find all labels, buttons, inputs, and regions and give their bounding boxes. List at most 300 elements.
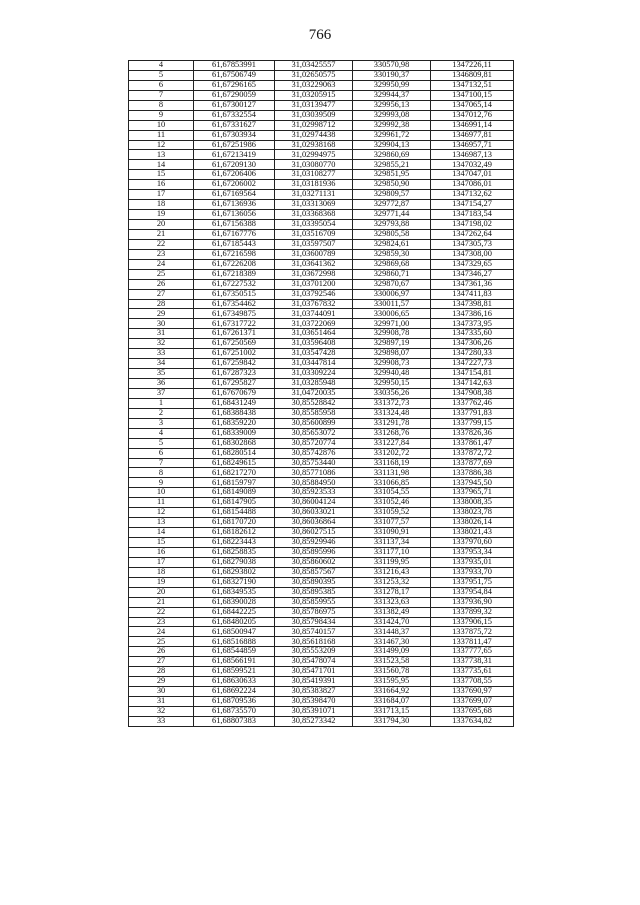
table-row xyxy=(129,309,514,319)
point-number-cell: 30 xyxy=(129,687,194,697)
latitude-cell: 61,67670679 xyxy=(194,388,275,398)
x-coordinate-cell: 329805,58 xyxy=(353,229,431,239)
x-coordinate-cell: 329860,71 xyxy=(353,269,431,279)
x-coordinate-cell: 331372,73 xyxy=(353,398,431,408)
longitude-cell: 30,86004124 xyxy=(275,498,353,508)
point-number-cell: 20 xyxy=(129,587,194,597)
point-number-cell: 5 xyxy=(129,438,194,448)
y-coordinate-cell: 1346977,81 xyxy=(431,130,514,140)
longitude-cell: 30,86033021 xyxy=(275,508,353,518)
latitude-cell: 61,68223443 xyxy=(194,538,275,548)
latitude-cell: 61,68709536 xyxy=(194,697,275,707)
point-number-cell: 31 xyxy=(129,329,194,339)
x-coordinate-cell: 329851,95 xyxy=(353,170,431,180)
longitude-cell: 31,04720035 xyxy=(275,388,353,398)
longitude-cell: 31,03600789 xyxy=(275,249,353,259)
x-coordinate-cell: 329898,07 xyxy=(353,349,431,359)
x-coordinate-cell: 331168,19 xyxy=(353,458,431,468)
longitude-cell: 31,03205915 xyxy=(275,90,353,100)
longitude-cell: 31,03313069 xyxy=(275,200,353,210)
point-number-cell: 15 xyxy=(129,538,194,548)
table-row xyxy=(129,160,514,170)
longitude-cell: 30,85553209 xyxy=(275,647,353,657)
point-number-cell: 2 xyxy=(129,408,194,418)
x-coordinate-cell: 329908,73 xyxy=(353,359,431,369)
latitude-cell: 61,67300127 xyxy=(194,100,275,110)
point-number-cell: 12 xyxy=(129,508,194,518)
table-row xyxy=(129,508,514,518)
longitude-cell: 31,03651464 xyxy=(275,329,353,339)
y-coordinate-cell: 1347183,54 xyxy=(431,210,514,220)
latitude-cell: 61,67185443 xyxy=(194,239,275,249)
y-coordinate-cell: 1346957,71 xyxy=(431,140,514,150)
y-coordinate-cell: 1337777,65 xyxy=(431,647,514,657)
latitude-cell: 61,68735570 xyxy=(194,706,275,716)
point-number-cell: 29 xyxy=(129,677,194,687)
point-number-cell: 9 xyxy=(129,478,194,488)
y-coordinate-cell: 1337690,97 xyxy=(431,687,514,697)
point-number-cell: 1 xyxy=(129,398,194,408)
table-row xyxy=(129,100,514,110)
point-number-cell: 6 xyxy=(129,80,194,90)
table-row xyxy=(129,349,514,359)
table-row xyxy=(129,468,514,478)
latitude-cell: 61,67206406 xyxy=(194,170,275,180)
y-coordinate-cell: 1347086,01 xyxy=(431,180,514,190)
point-number-cell: 9 xyxy=(129,110,194,120)
longitude-cell: 30,85895385 xyxy=(275,587,353,597)
latitude-cell: 61,68279038 xyxy=(194,557,275,567)
longitude-cell: 30,85740157 xyxy=(275,627,353,637)
latitude-cell: 61,68807383 xyxy=(194,716,275,726)
latitude-cell: 61,68147905 xyxy=(194,498,275,508)
x-coordinate-cell: 329904,13 xyxy=(353,140,431,150)
x-coordinate-cell: 329897,19 xyxy=(353,339,431,349)
y-coordinate-cell: 1337954,84 xyxy=(431,587,514,597)
latitude-cell: 61,68599521 xyxy=(194,667,275,677)
y-coordinate-cell: 1347398,81 xyxy=(431,299,514,309)
latitude-cell: 61,67156388 xyxy=(194,220,275,230)
point-number-cell: 31 xyxy=(129,697,194,707)
point-number-cell: 27 xyxy=(129,289,194,299)
longitude-cell: 30,86036864 xyxy=(275,518,353,528)
point-number-cell: 17 xyxy=(129,190,194,200)
point-number-cell: 32 xyxy=(129,339,194,349)
point-number-cell: 24 xyxy=(129,259,194,269)
y-coordinate-cell: 1337965,71 xyxy=(431,488,514,498)
x-coordinate-cell: 329956,13 xyxy=(353,100,431,110)
y-coordinate-cell: 1347047,01 xyxy=(431,170,514,180)
table-row xyxy=(129,478,514,488)
y-coordinate-cell: 1347132,51 xyxy=(431,80,514,90)
table-row xyxy=(129,359,514,369)
longitude-cell: 30,86027515 xyxy=(275,528,353,538)
table-row xyxy=(129,587,514,597)
table-row xyxy=(129,289,514,299)
coordinates-table-body xyxy=(129,61,514,727)
x-coordinate-cell: 330190,37 xyxy=(353,70,431,80)
table-row xyxy=(129,687,514,697)
latitude-cell: 61,67290059 xyxy=(194,90,275,100)
table-row xyxy=(129,458,514,468)
longitude-cell: 31,03425557 xyxy=(275,61,353,71)
point-number-cell: 20 xyxy=(129,220,194,230)
point-number-cell: 21 xyxy=(129,597,194,607)
x-coordinate-cell: 331177,10 xyxy=(353,547,431,557)
y-coordinate-cell: 1347329,65 xyxy=(431,259,514,269)
y-coordinate-cell: 1347032,49 xyxy=(431,160,514,170)
y-coordinate-cell: 1337708,55 xyxy=(431,677,514,687)
latitude-cell: 61,68159797 xyxy=(194,478,275,488)
table-row xyxy=(129,677,514,687)
x-coordinate-cell: 330570,98 xyxy=(353,61,431,71)
latitude-cell: 61,68349535 xyxy=(194,587,275,597)
table-row xyxy=(129,259,514,269)
table-row xyxy=(129,428,514,438)
table-row xyxy=(129,170,514,180)
point-number-cell: 11 xyxy=(129,130,194,140)
latitude-cell: 61,67213419 xyxy=(194,150,275,160)
point-number-cell: 5 xyxy=(129,70,194,80)
table-row xyxy=(129,547,514,557)
y-coordinate-cell: 1337735,61 xyxy=(431,667,514,677)
table-row xyxy=(129,329,514,339)
y-coordinate-cell: 1338021,43 xyxy=(431,528,514,538)
table-row xyxy=(129,140,514,150)
y-coordinate-cell: 1347132,62 xyxy=(431,190,514,200)
table-row xyxy=(129,607,514,617)
point-number-cell: 25 xyxy=(129,269,194,279)
table-row xyxy=(129,488,514,498)
table-row xyxy=(129,80,514,90)
y-coordinate-cell: 1337886,38 xyxy=(431,468,514,478)
table-row xyxy=(129,110,514,120)
point-number-cell: 26 xyxy=(129,647,194,657)
x-coordinate-cell: 331291,78 xyxy=(353,418,431,428)
table-row xyxy=(129,369,514,379)
x-coordinate-cell: 331499,09 xyxy=(353,647,431,657)
y-coordinate-cell: 1347280,33 xyxy=(431,349,514,359)
longitude-cell: 31,03039509 xyxy=(275,110,353,120)
x-coordinate-cell: 331059,52 xyxy=(353,508,431,518)
point-number-cell: 18 xyxy=(129,200,194,210)
table-row xyxy=(129,706,514,716)
point-number-cell: 12 xyxy=(129,140,194,150)
table-row xyxy=(129,538,514,548)
x-coordinate-cell: 331278,17 xyxy=(353,587,431,597)
point-number-cell: 11 xyxy=(129,498,194,508)
x-coordinate-cell: 329860,69 xyxy=(353,150,431,160)
y-coordinate-cell: 1347154,27 xyxy=(431,200,514,210)
table-row xyxy=(129,90,514,100)
x-coordinate-cell: 329771,44 xyxy=(353,210,431,220)
point-number-cell: 6 xyxy=(129,448,194,458)
y-coordinate-cell: 1347154,81 xyxy=(431,369,514,379)
x-coordinate-cell: 331560,78 xyxy=(353,667,431,677)
latitude-cell: 61,68359220 xyxy=(194,418,275,428)
y-coordinate-cell: 1337935,01 xyxy=(431,557,514,567)
x-coordinate-cell: 329870,67 xyxy=(353,279,431,289)
longitude-cell: 31,03447814 xyxy=(275,359,353,369)
longitude-cell: 31,03309224 xyxy=(275,369,353,379)
x-coordinate-cell: 329809,57 xyxy=(353,190,431,200)
point-number-cell: 32 xyxy=(129,706,194,716)
latitude-cell: 61,67317722 xyxy=(194,319,275,329)
y-coordinate-cell: 1337877,69 xyxy=(431,458,514,468)
table-row xyxy=(129,647,514,657)
latitude-cell: 61,68217270 xyxy=(194,468,275,478)
y-coordinate-cell: 1338026,14 xyxy=(431,518,514,528)
point-number-cell: 18 xyxy=(129,567,194,577)
longitude-cell: 31,03547428 xyxy=(275,349,353,359)
point-number-cell: 30 xyxy=(129,319,194,329)
x-coordinate-cell: 331131,98 xyxy=(353,468,431,478)
y-coordinate-cell: 1337951,75 xyxy=(431,577,514,587)
table-row xyxy=(129,557,514,567)
point-number-cell: 4 xyxy=(129,428,194,438)
y-coordinate-cell: 1337906,15 xyxy=(431,617,514,627)
table-row xyxy=(129,339,514,349)
longitude-cell: 31,03597507 xyxy=(275,239,353,249)
latitude-cell: 61,68630633 xyxy=(194,677,275,687)
latitude-cell: 61,68544859 xyxy=(194,647,275,657)
point-number-cell: 25 xyxy=(129,637,194,647)
y-coordinate-cell: 1337933,70 xyxy=(431,567,514,577)
point-number-cell: 26 xyxy=(129,279,194,289)
longitude-cell: 31,03744091 xyxy=(275,309,353,319)
longitude-cell: 31,03080770 xyxy=(275,160,353,170)
longitude-cell: 31,02994975 xyxy=(275,150,353,160)
y-coordinate-cell: 1337699,07 xyxy=(431,697,514,707)
x-coordinate-cell: 329850,90 xyxy=(353,180,431,190)
x-coordinate-cell: 331268,76 xyxy=(353,428,431,438)
latitude-cell: 61,67287323 xyxy=(194,369,275,379)
longitude-cell: 30,85860602 xyxy=(275,557,353,567)
x-coordinate-cell: 329944,37 xyxy=(353,90,431,100)
table-row xyxy=(129,498,514,508)
longitude-cell: 30,85742876 xyxy=(275,448,353,458)
latitude-cell: 61,68339009 xyxy=(194,428,275,438)
point-number-cell: 16 xyxy=(129,180,194,190)
point-number-cell: 36 xyxy=(129,379,194,389)
y-coordinate-cell: 1347012,76 xyxy=(431,110,514,120)
latitude-cell: 61,67349875 xyxy=(194,309,275,319)
table-row xyxy=(129,229,514,239)
table-row xyxy=(129,408,514,418)
point-number-cell: 10 xyxy=(129,120,194,130)
y-coordinate-cell: 1337861,47 xyxy=(431,438,514,448)
x-coordinate-cell: 331448,37 xyxy=(353,627,431,637)
latitude-cell: 61,67169564 xyxy=(194,190,275,200)
table-row xyxy=(129,597,514,607)
latitude-cell: 61,68480205 xyxy=(194,617,275,627)
y-coordinate-cell: 1346809,81 xyxy=(431,70,514,80)
latitude-cell: 61,67136056 xyxy=(194,210,275,220)
point-number-cell: 7 xyxy=(129,90,194,100)
latitude-cell: 61,67167776 xyxy=(194,229,275,239)
table-row xyxy=(129,528,514,538)
longitude-cell: 30,85471701 xyxy=(275,667,353,677)
latitude-cell: 61,67261371 xyxy=(194,329,275,339)
latitude-cell: 61,67216598 xyxy=(194,249,275,259)
x-coordinate-cell: 331137,34 xyxy=(353,538,431,548)
latitude-cell: 61,67259842 xyxy=(194,359,275,369)
y-coordinate-cell: 1337872,72 xyxy=(431,448,514,458)
table-row xyxy=(129,667,514,677)
y-coordinate-cell: 1347361,36 xyxy=(431,279,514,289)
y-coordinate-cell: 1347142,63 xyxy=(431,379,514,389)
longitude-cell: 30,85273342 xyxy=(275,716,353,726)
y-coordinate-cell: 1337936,90 xyxy=(431,597,514,607)
x-coordinate-cell: 331253,32 xyxy=(353,577,431,587)
latitude-cell: 61,68182612 xyxy=(194,528,275,538)
longitude-cell: 30,85528842 xyxy=(275,398,353,408)
longitude-cell: 31,03139477 xyxy=(275,100,353,110)
latitude-cell: 61,67332554 xyxy=(194,110,275,120)
x-coordinate-cell: 329869,68 xyxy=(353,259,431,269)
longitude-cell: 30,85771086 xyxy=(275,468,353,478)
x-coordinate-cell: 330006,65 xyxy=(353,309,431,319)
x-coordinate-cell: 331324,48 xyxy=(353,408,431,418)
longitude-cell: 30,85391071 xyxy=(275,706,353,716)
latitude-cell: 61,67251002 xyxy=(194,349,275,359)
x-coordinate-cell: 331227,84 xyxy=(353,438,431,448)
y-coordinate-cell: 1347335,60 xyxy=(431,329,514,339)
y-coordinate-cell: 1347411,83 xyxy=(431,289,514,299)
longitude-cell: 31,02998712 xyxy=(275,120,353,130)
table-row xyxy=(129,388,514,398)
table-row xyxy=(129,418,514,428)
longitude-cell: 31,03516709 xyxy=(275,229,353,239)
longitude-cell: 30,85419391 xyxy=(275,677,353,687)
latitude-cell: 61,68388438 xyxy=(194,408,275,418)
x-coordinate-cell: 331202,72 xyxy=(353,448,431,458)
y-coordinate-cell: 1347198,02 xyxy=(431,220,514,230)
x-coordinate-cell: 331523,58 xyxy=(353,657,431,667)
point-number-cell: 13 xyxy=(129,150,194,160)
y-coordinate-cell: 1347346,27 xyxy=(431,269,514,279)
latitude-cell: 61,68500947 xyxy=(194,627,275,637)
page-number: 766 xyxy=(308,27,332,43)
longitude-cell: 30,85383827 xyxy=(275,687,353,697)
latitude-cell: 61,67226208 xyxy=(194,259,275,269)
y-coordinate-cell: 1347262,64 xyxy=(431,229,514,239)
longitude-cell: 31,03229063 xyxy=(275,80,353,90)
point-number-cell: 16 xyxy=(129,547,194,557)
longitude-cell: 31,03641362 xyxy=(275,259,353,269)
x-coordinate-cell: 330011,57 xyxy=(353,299,431,309)
latitude-cell: 61,68154488 xyxy=(194,508,275,518)
longitude-cell: 30,85929946 xyxy=(275,538,353,548)
table-row xyxy=(129,716,514,726)
x-coordinate-cell: 331054,55 xyxy=(353,488,431,498)
table-row xyxy=(129,249,514,259)
x-coordinate-cell: 329908,78 xyxy=(353,329,431,339)
table-row xyxy=(129,657,514,667)
longitude-cell: 31,03767832 xyxy=(275,299,353,309)
y-coordinate-cell: 1337970,60 xyxy=(431,538,514,548)
latitude-cell: 61,67350515 xyxy=(194,289,275,299)
longitude-cell: 30,85859955 xyxy=(275,597,353,607)
x-coordinate-cell: 331595,95 xyxy=(353,677,431,687)
table-row xyxy=(129,518,514,528)
table-row xyxy=(129,239,514,249)
x-coordinate-cell: 329940,48 xyxy=(353,369,431,379)
longitude-cell: 31,02974438 xyxy=(275,130,353,140)
x-coordinate-cell: 329993,08 xyxy=(353,110,431,120)
y-coordinate-cell: 1337953,34 xyxy=(431,547,514,557)
x-coordinate-cell: 329961,72 xyxy=(353,130,431,140)
latitude-cell: 61,67218389 xyxy=(194,269,275,279)
latitude-cell: 61,67206002 xyxy=(194,180,275,190)
longitude-cell: 31,03672998 xyxy=(275,269,353,279)
y-coordinate-cell: 1337811,47 xyxy=(431,637,514,647)
x-coordinate-cell: 329859,30 xyxy=(353,249,431,259)
y-coordinate-cell: 1347373,95 xyxy=(431,319,514,329)
table-row xyxy=(129,627,514,637)
y-coordinate-cell: 1338008,35 xyxy=(431,498,514,508)
longitude-cell: 31,02938168 xyxy=(275,140,353,150)
latitude-cell: 61,67331627 xyxy=(194,120,275,130)
x-coordinate-cell: 331090,91 xyxy=(353,528,431,538)
x-coordinate-cell: 331216,43 xyxy=(353,567,431,577)
x-coordinate-cell: 329793,88 xyxy=(353,220,431,230)
table-row xyxy=(129,379,514,389)
y-coordinate-cell: 1337799,15 xyxy=(431,418,514,428)
y-coordinate-cell: 1347065,14 xyxy=(431,100,514,110)
x-coordinate-cell: 331713,15 xyxy=(353,706,431,716)
x-coordinate-cell: 329992,38 xyxy=(353,120,431,130)
table-row xyxy=(129,120,514,130)
y-coordinate-cell: 1347226,11 xyxy=(431,61,514,71)
longitude-cell: 31,03792546 xyxy=(275,289,353,299)
latitude-cell: 61,67303934 xyxy=(194,130,275,140)
latitude-cell: 61,67250569 xyxy=(194,339,275,349)
longitude-cell: 31,03181936 xyxy=(275,180,353,190)
point-number-cell: 23 xyxy=(129,249,194,259)
point-number-cell: 14 xyxy=(129,528,194,538)
point-number-cell: 35 xyxy=(129,369,194,379)
longitude-cell: 30,85653072 xyxy=(275,428,353,438)
latitude-cell: 61,68692224 xyxy=(194,687,275,697)
table-row xyxy=(129,210,514,220)
table-row xyxy=(129,130,514,140)
table-row xyxy=(129,180,514,190)
longitude-cell: 31,03701200 xyxy=(275,279,353,289)
y-coordinate-cell: 1346991,14 xyxy=(431,120,514,130)
table-row xyxy=(129,150,514,160)
latitude-cell: 61,67296165 xyxy=(194,80,275,90)
longitude-cell: 30,85857567 xyxy=(275,567,353,577)
y-coordinate-cell: 1347308,00 xyxy=(431,249,514,259)
latitude-cell: 61,68293802 xyxy=(194,567,275,577)
point-number-cell: 19 xyxy=(129,210,194,220)
y-coordinate-cell: 1337826,36 xyxy=(431,428,514,438)
table-row xyxy=(129,617,514,627)
longitude-cell: 30,85478074 xyxy=(275,657,353,667)
y-coordinate-cell: 1346987,13 xyxy=(431,150,514,160)
x-coordinate-cell: 331066,85 xyxy=(353,478,431,488)
latitude-cell: 61,68516888 xyxy=(194,637,275,647)
latitude-cell: 61,68249615 xyxy=(194,458,275,468)
point-number-cell: 28 xyxy=(129,667,194,677)
latitude-cell: 61,68327190 xyxy=(194,577,275,587)
longitude-cell: 31,03596408 xyxy=(275,339,353,349)
longitude-cell: 31,03722069 xyxy=(275,319,353,329)
y-coordinate-cell: 1337738,31 xyxy=(431,657,514,667)
longitude-cell: 31,03108277 xyxy=(275,170,353,180)
x-coordinate-cell: 331467,30 xyxy=(353,637,431,647)
